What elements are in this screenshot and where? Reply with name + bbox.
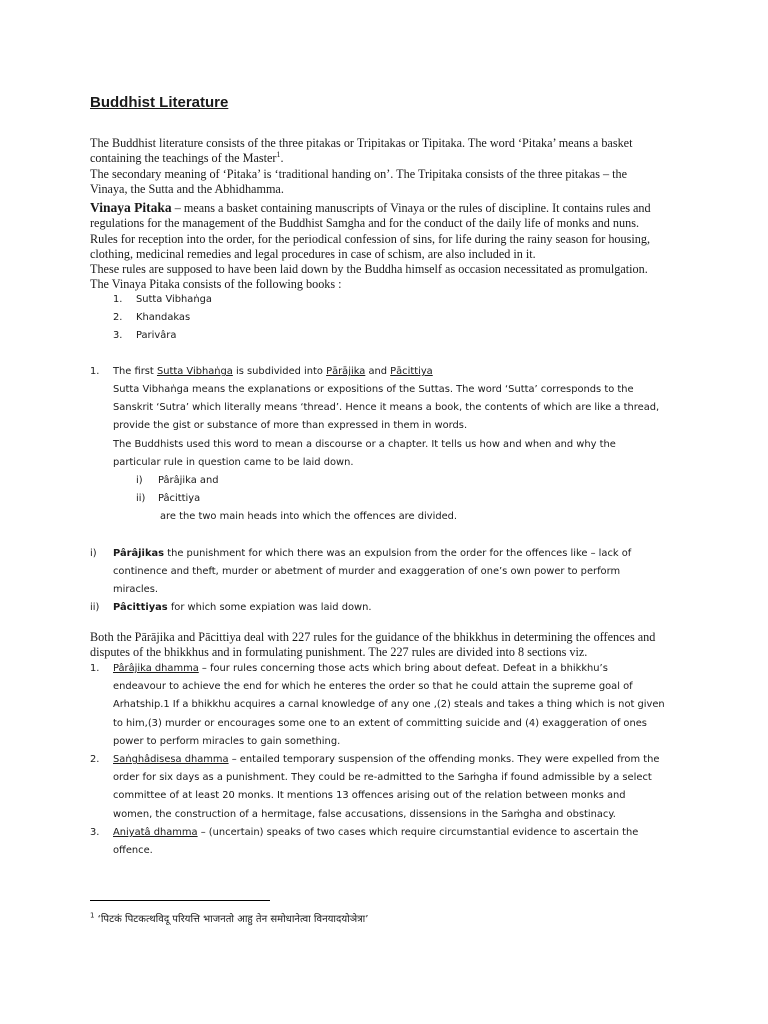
list-number: 3. (113, 330, 123, 341)
both-paragraph (90, 630, 678, 661)
sutta-line: provide the gist or substance of more than expressed in them in words. (113, 420, 468, 432)
rule-number: 3. (90, 827, 100, 838)
head-number: i) (90, 548, 97, 559)
rule-text: – (uncertain) speaks of two cases which require circumstantial evidence to ascertain the (197, 827, 639, 838)
rule-text: – four rules concerning those acts which bring about defeat. Defeat in a bhikkhu’s (198, 663, 608, 674)
intro-paragraph (90, 136, 678, 197)
intro-line: The Buddhist literature consists of the three pitakas or Tripitakas or Tipitaka. The word ‘Pitaka’ means a basket (90, 136, 633, 150)
sub-tail: are the two main heads into which the offences are divided. (160, 511, 458, 522)
sutta-heading (113, 363, 678, 381)
intro-text: containing the teachings of the Master (90, 151, 277, 166)
intro-text: . (280, 151, 284, 166)
vinaya-term: Vinaya Pitaka (90, 200, 172, 215)
rule-line (113, 751, 678, 769)
head-pacittiyas (113, 599, 678, 617)
footnote-reference[interactable]: 1 (276, 150, 281, 160)
vinaya-line: clothing, medicinal remedies and legal procedures in case of schism, are also included in it. (90, 246, 536, 261)
rule-line: committee of at least 20 monks. It mentions 13 offences arising out of the relation between monks and (113, 790, 626, 802)
sutta-line: Sutta Vibhaṅga means the explanations or expositions of the Suttas. The word ‘Sutta’ corresponds to the (113, 384, 634, 395)
rule-term: Aniyatâ dhamma (113, 827, 198, 838)
rule-text: – entailed temporary suspension of the offending monks. They were expelled from the (228, 754, 660, 765)
list-item: Khandakas (136, 312, 191, 323)
rule-line (113, 660, 678, 678)
rule-section (113, 660, 678, 751)
vinaya-line: These rules are supposed to have been laid down by the Buddha himself as occasion necessitated as promulgation. (90, 262, 648, 277)
sutta-heading-text: and (365, 366, 391, 377)
parajika-term: Pārājika (326, 366, 366, 377)
list-number: 2. (113, 312, 123, 323)
rule-line: endeavour to achieve the end for which he enteres the order so that he could attain the supreme goal of (113, 681, 633, 693)
intro-line (90, 151, 678, 166)
vinaya-line: regulations for the management of the Buddhist Samgha and for the conduct of the daily life of monks and nuns. (90, 216, 639, 231)
sutta-body (113, 381, 678, 472)
sutta-vibhanga-term: Sutta Vibhaṅga (156, 366, 233, 377)
head-line: continence and theft, murder or abetment of murder and exaggeration of one’s own power to perform (113, 566, 621, 578)
rule-term: Pârâjika dhamma (113, 663, 199, 674)
vinaya-paragraph (90, 200, 678, 293)
rule-line (113, 824, 678, 842)
rule-line: order for six days as a punishment. They could be re-admitted to the Saṁgha if found admissible by a select (113, 772, 652, 784)
sutta-heading-text: is subdivided into (232, 366, 327, 377)
rule-number: 1. (90, 663, 100, 674)
rule-line: Arhatship.1 If a bhikkhu acquires a carnal knowledge of any one ,(2) steals and takes a thing which is not given (113, 699, 665, 711)
sub-item: Pârâjika and (158, 475, 219, 486)
sub-number: ii) (136, 493, 146, 504)
head-term: Pâcittiyas (113, 602, 168, 613)
sub-number: i) (136, 475, 143, 486)
vinaya-line: The Vinaya Pitaka consists of the following books : (90, 277, 342, 292)
rule-line: power to perform miracles to gain something. (113, 735, 341, 747)
sutta-line: particular rule in question came to be laid down. (113, 456, 354, 468)
list-item: Sutta Vibhaṅga (136, 294, 212, 305)
vinaya-line (90, 200, 678, 216)
pacittiya-term: Pācittiya (390, 366, 433, 377)
rule-number: 2. (90, 754, 100, 765)
intro-line: The secondary meaning of ‘Pitaka’ is ‘traditional handing on’. The Tripitaka consists of the three pitakas – the (90, 166, 628, 181)
footnote-mark: 1 (90, 911, 95, 920)
footnote (90, 911, 368, 925)
list-item: Parivâra (136, 330, 177, 341)
list-number: 1. (113, 294, 123, 305)
head-line (113, 599, 678, 617)
rule-section (113, 824, 678, 860)
both-line: Both the Pārājika and Pācittiya deal with 227 rules for the guidance of the bhikkhus in determining the offences and (90, 630, 656, 644)
head-text: for which some expiation was laid down. (167, 602, 372, 613)
intro-line: Vinaya, the Sutta and the Abhidhamma. (90, 181, 284, 196)
rule-line: offence. (113, 845, 153, 857)
head-parajikas (113, 545, 678, 600)
page-title: Buddhist Literature (90, 94, 229, 111)
head-term: Pârâjikas (113, 548, 165, 559)
head-line: miracles. (113, 584, 159, 596)
sutta-line: Sanskrit ‘Sutra’ which literally means ‘thread’. Hence it means a book, the contents of which are like a thread, (113, 402, 660, 414)
head-number: ii) (90, 602, 100, 613)
rule-line: women, the construction of a hermitage, false accusations, dissensions in the Saṁgha and obstinacy. (113, 808, 616, 820)
sutta-line: The Buddhists used this word to mean a discourse or a chapter. It tells us how and when and why the (113, 438, 616, 450)
both-line: disputes of the bhikkhus and in formulating punishment. The 227 rules are divided into 8 sections viz. (90, 645, 588, 660)
head-text: the punishment for which there was an expulsion from the order for the offences like – lack of (164, 548, 632, 559)
head-line (113, 545, 678, 563)
section-number: 1. (90, 366, 100, 377)
rule-term: Saṅghâdisesa dhamma (113, 754, 229, 765)
vinaya-text: – means a basket containing manuscripts of Vinaya or the rules of discipline. It contains rules and (171, 201, 651, 215)
sub-item: Pâcittiya (158, 493, 201, 504)
footnote-text: ‘पिटकं पिटकत्थविदू परियत्ति भाजनतो आहु तेन समोधानेत्वा विनयादयोञेत्रा’ (94, 914, 369, 925)
sutta-heading-text: The first (113, 366, 157, 377)
rule-line: to him,(3) murder or encourages some one to an extent of committing suicide and (4) exaggeration of ones (113, 717, 647, 729)
footnote-divider (90, 900, 270, 901)
vinaya-line: Rules for reception into the order, for the periodical confession of sins, for life during the rainy season for housing, (90, 231, 650, 246)
rule-section (113, 751, 678, 824)
